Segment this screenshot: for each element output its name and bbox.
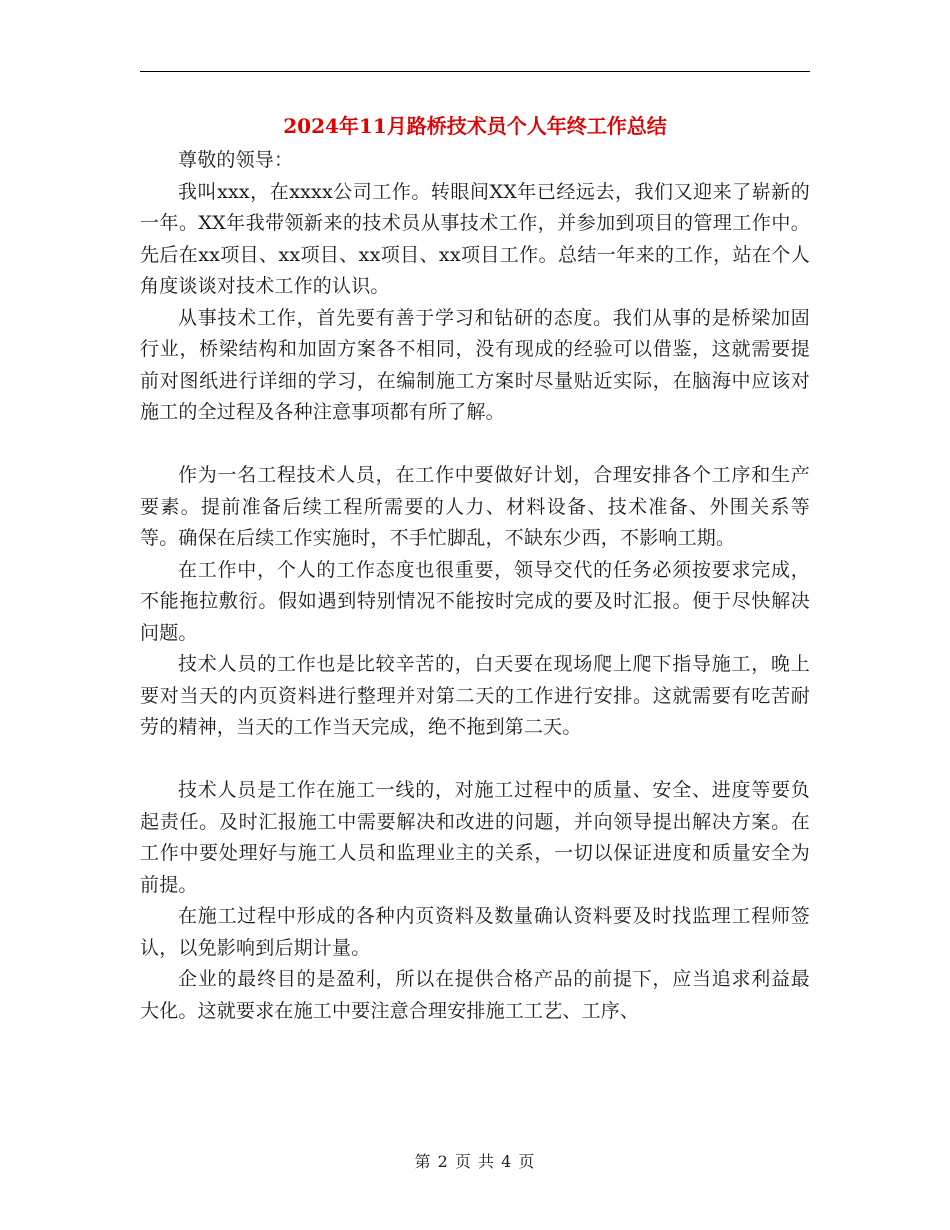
paragraph-4: 在工作中，个人的工作态度也很重要，领导交代的任务必须按要求完成，不能拖拉敷衍。假如遇到特别情况不能按时完成的要及时汇报。便于尽快解决问题。: [140, 558, 810, 644]
paragraph-6: 技术人员是工作在施工一线的，对施工过程中的质量、安全、进度等要负起责任。及时汇报施工中需要解决和改进的问题，并向领导提出解决方案。在工作中要处理好与施工人员和监理业主的关系，一切以保证进度和质量安全为前提。: [140, 779, 810, 896]
paragraph-1: 我叫xxx，在xxxx公司工作。转眼间XX年已经远去，我们又迎来了崭新的一年。XX年我带领新来的技术员从事技术工作，并参加到项目的管理工作中。先后在xx项目、xx项目、xx项目、xx项目工作。总结一年来的工作，站在个人角度谈谈对技术工作的认识。: [140, 180, 810, 297]
page-number: 第 2 页 共 4 页: [414, 1152, 536, 1171]
paragraph-8: 企业的最终目的是盈利，所以在提供合格产品的前提下，应当追求利益最大化。这就要求在施工中要注意合理安排施工工艺、工序、: [140, 968, 810, 1022]
document-body: [140, 145, 810, 1027]
paragraph-5: 技术人员的工作也是比较辛苦的，白天要在现场爬上爬下指导施工，晚上要对当天的内页资料进行整理并对第二天的工作进行安排。这就需要有吃苦耐劳的精神，当天的工作当天完成，绝不拖到第二天。: [140, 653, 810, 738]
document-title: 2024年11月路桥技术员个人年终工作总结: [283, 114, 667, 138]
salutation: 尊敬的领导：: [178, 149, 294, 171]
paragraph-7: 在施工过程中形成的各种内页资料及数量确认资料要及时找监理工程师签认，以免影响到后期计量。: [140, 905, 810, 959]
paragraph-3: 作为一名工程技术人员，在工作中要做好计划，合理安排各个工序和生产要素。提前准备后续工程所需要的人力、材料设备、技术准备、外围关系等等。确保在后续工作实施时，不手忙脚乱，不缺东少西，不影响工期。: [140, 464, 810, 549]
paragraph-2: 从事技术工作，首先要有善于学习和钻研的态度。我们从事的是桥梁加固行业，桥梁结构和加固方案各不相同，没有现成的经验可以借鉴，这就需要提前对图纸进行详细的学习，在编制施工方案时尽量贴近实际，在脑海中应该对施工的全过程及各种注意事项都有所了解。: [140, 306, 810, 423]
header-rule: [140, 71, 810, 72]
